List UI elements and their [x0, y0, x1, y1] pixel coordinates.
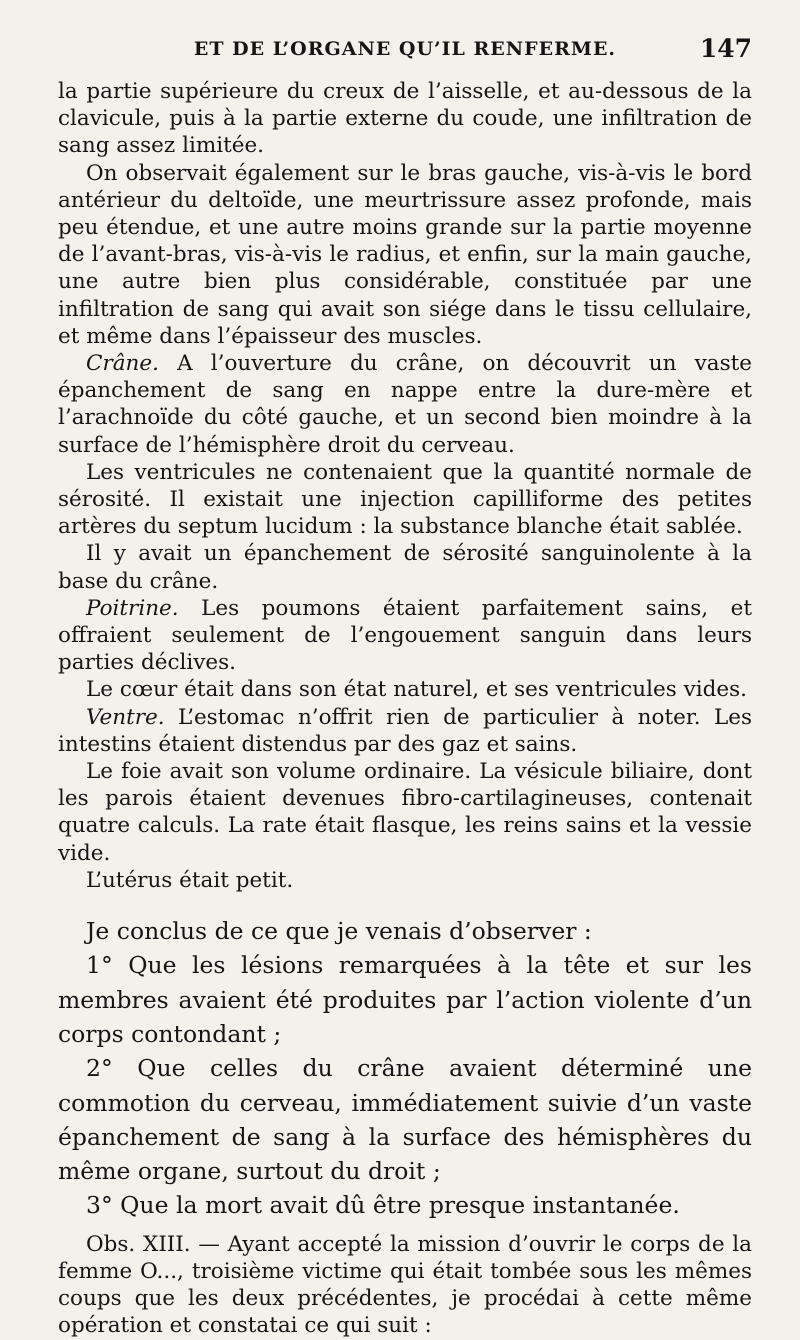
section-heading: Crâne. [86, 351, 159, 377]
section-heading: Ventre. [86, 704, 165, 730]
running-header [58, 34, 752, 68]
page-number: 147 [699, 34, 752, 63]
conclusion-paragraph: 1° Que les lésions remarquées à la tête et sur les membres avaient été produites par l’action violente d’un corps contondant ; [58, 951, 752, 1048]
paragraph: Il y avait un épanchement de sérosité sanguinolente à la base du crâne. [58, 541, 752, 594]
paragraph: Crâne. A l’ouverture du crâne, on découvrit un vaste épanchement de sang en nappe entre la dure-mère et l’arachnoïde du côté gauche, et un second bien moindre à la surface de l’hémisphère droit du cerveau. [58, 351, 752, 458]
paragraph: Ventre. L’estomac n’offrit rien de particulier à noter. Les intestins étaient distendus par des gaz et sains. [58, 704, 752, 757]
running-title: ET DE L’ORGANE QU’IL RENFERME. [193, 38, 617, 60]
paragraph: On observait également sur le bras gauche, vis-à-vis le bord antérieur du deltoïde, une meurtrissure assez profonde, mais peu étendue, et une autre moins grande sur la partie moyenne de l’avant-bras, vis-à-vis le radius, et enfin, sur la main gauche, une autre bien plus considérable, constituée par une infiltration de sang qui avait son siége dans le tissu cellulaire, et même dans l’épaisseur des muscles. [58, 160, 752, 349]
paragraph: L’utérus était petit. [86, 867, 294, 893]
autopsy-findings [58, 78, 752, 894]
paragraph: Les ventricules ne contenaient que la quantité normale de sérosité. Il existait une injection capilliforme des petites artères du septum lucidum : la substance blanche était sablée. [58, 459, 752, 540]
paragraph: Obs. XIII. — Ayant accepté la mission d’ouvrir le corps de la femme O..., troisième victime qui était tombée sous les mêmes coups que les deux précédentes, je procédai à cette même opération et constatai ce qui suit : [58, 1231, 752, 1339]
observation-xiii [58, 1231, 752, 1340]
paragraph: la partie supérieure du creux de l’aisselle, et au-dessous de la clavicule, puis à la partie externe du coude, une infiltration de sang assez limitée. [58, 79, 752, 159]
paragraph: Le cœur était dans son état naturel, et ses ventricules vides. [86, 677, 747, 703]
paragraph: Le foie avait son volume ordinaire. La vésicule biliaire, dont les parois étaient devenues fibro-cartilagineuses, contenait quatre calculs. La rate était flasque, les reins sains et la vessie vide. [58, 759, 752, 866]
paragraph: Poitrine. Les poumons étaient parfaitement sains, et offraient seulement de l’engouement sanguin dans leurs parties déclives. [58, 595, 752, 676]
section-heading: Poitrine. [86, 595, 179, 621]
conclusion-paragraph: 2° Que celles du crâne avaient déterminé une commotion du cerveau, immédiatement suivie d’un vaste épanchement de sang à la surface des hémisphères du même organe, surtout du droit ; [58, 1054, 752, 1186]
conclusion-paragraph: 3° Que la mort avait dû être presque instantanée. [86, 1191, 680, 1220]
page-body [58, 78, 752, 1340]
conclusions [58, 914, 752, 1223]
conclusion-paragraph: Je conclus de ce que je venais d’observer : [86, 917, 592, 946]
